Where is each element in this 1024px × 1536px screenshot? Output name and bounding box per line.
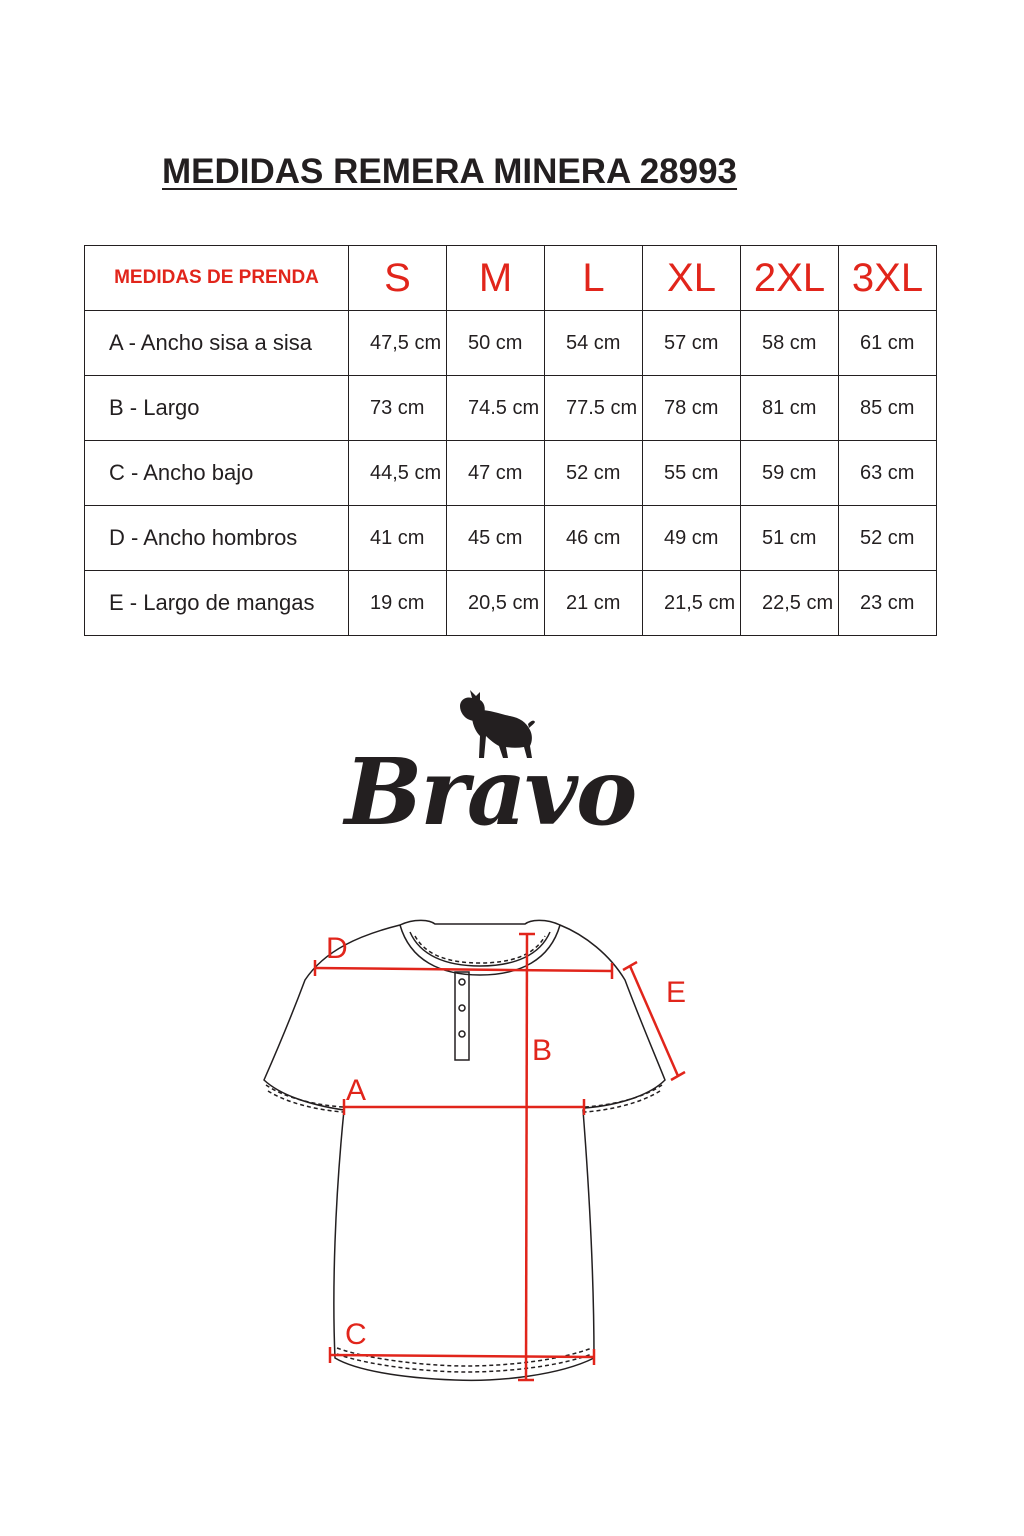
- measure-line-d: [315, 968, 612, 971]
- row-label: E - Largo de mangas: [85, 571, 349, 636]
- row-label: C - Ancho bajo: [85, 441, 349, 506]
- row-label: A - Ancho sisa a sisa: [85, 311, 349, 376]
- table-cell: 55 cm: [643, 441, 741, 506]
- table-row: [85, 506, 937, 571]
- label-e: E: [666, 976, 687, 1009]
- label-a: A: [346, 1074, 367, 1107]
- table-cell: 85 cm: [839, 376, 937, 441]
- table-cell: 58 cm: [741, 311, 839, 376]
- table-cell: 59 cm: [741, 441, 839, 506]
- size-header: 2XL: [741, 246, 839, 311]
- table-cell: 57 cm: [643, 311, 741, 376]
- garment-diagram: [240, 900, 700, 1400]
- table-cell: 21 cm: [545, 571, 643, 636]
- table-cell: 22,5 cm: [741, 571, 839, 636]
- table-cell: 74.5 cm: [447, 376, 545, 441]
- measure-line-b: [526, 934, 527, 1380]
- size-header: S: [349, 246, 447, 311]
- table-cell: 50 cm: [447, 311, 545, 376]
- table-cell: 49 cm: [643, 506, 741, 571]
- size-header: L: [545, 246, 643, 311]
- table-cell: 78 cm: [643, 376, 741, 441]
- table-cell: 47 cm: [447, 441, 545, 506]
- brand-logo: [320, 690, 660, 850]
- tshirt-outline: [264, 920, 665, 1380]
- row-label: B - Largo: [85, 376, 349, 441]
- table-cell: 52 cm: [545, 441, 643, 506]
- table-cell: 46 cm: [545, 506, 643, 571]
- label-b: B: [532, 1034, 553, 1067]
- page-title: MEDIDAS REMERA MINERA 28993: [162, 152, 738, 191]
- table-cell: 54 cm: [545, 311, 643, 376]
- table-cell: 63 cm: [839, 441, 937, 506]
- size-chart-table: [84, 245, 937, 636]
- table-cell: 81 cm: [741, 376, 839, 441]
- table-cell: 77.5 cm: [545, 376, 643, 441]
- measurement-lines: [315, 934, 685, 1380]
- table-row: [85, 311, 937, 376]
- header-label: MEDIDAS DE PRENDA: [85, 246, 349, 311]
- measure-line-c: [330, 1355, 594, 1357]
- table-cell: 41 cm: [349, 506, 447, 571]
- table-cell: 44,5 cm: [349, 441, 447, 506]
- table-cell: 23 cm: [839, 571, 937, 636]
- table-cell: 61 cm: [839, 311, 937, 376]
- table-cell: 20,5 cm: [447, 571, 545, 636]
- table-cell: 52 cm: [839, 506, 937, 571]
- table-cell: 21,5 cm: [643, 571, 741, 636]
- brand-name: Bravo: [344, 738, 636, 846]
- row-label: D - Ancho hombros: [85, 506, 349, 571]
- table-cell: 19 cm: [349, 571, 447, 636]
- label-c: C: [345, 1318, 367, 1351]
- table-row: [85, 376, 937, 441]
- table-row: [85, 571, 937, 636]
- table-cell: 47,5 cm: [349, 311, 447, 376]
- table-row: [85, 441, 937, 506]
- size-header: 3XL: [839, 246, 937, 311]
- table-cell: 73 cm: [349, 376, 447, 441]
- size-header: M: [447, 246, 545, 311]
- table-header-row: [85, 246, 937, 311]
- label-d: D: [326, 932, 348, 965]
- size-header: XL: [643, 246, 741, 311]
- table-cell: 45 cm: [447, 506, 545, 571]
- table-cell: 51 cm: [741, 506, 839, 571]
